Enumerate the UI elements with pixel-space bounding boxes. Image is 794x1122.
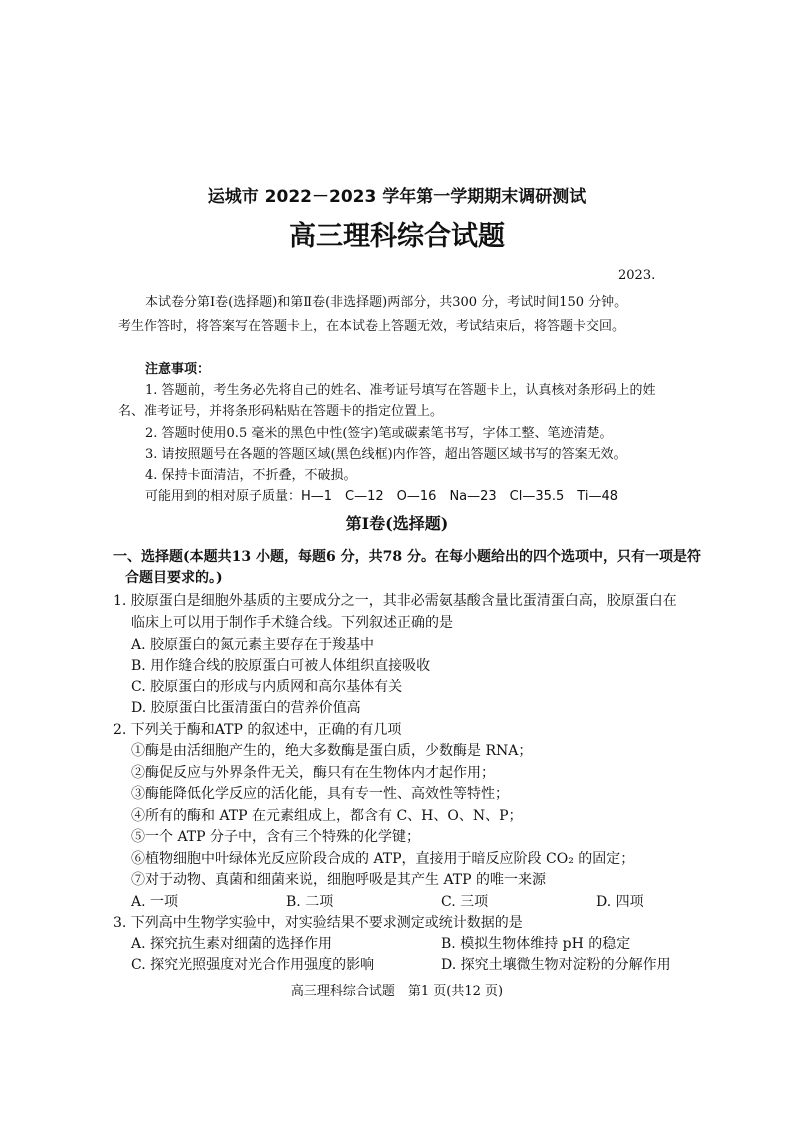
notes-line: 1. 答题前，考生务必先将自己的姓名、准考证号填写在答题卡上，认真核对条形码上的姓 — [145, 383, 656, 398]
q2-statement: ⑦对于动物、真菌和细菌来说，细胞呼吸是其产生 ATP 的唯一来源 — [131, 872, 547, 888]
q2-statement: ⑤一个 ATP 分子中，含有三个特殊的化学键； — [131, 829, 421, 845]
mc-heading: 一、选择题(本题共13 小题，每题6 分，共78 分。在每小题给出的四个选项中，只有一项是符 — [113, 549, 701, 565]
q3-option-a: A. 探究抗生素对细菌的选择作用 — [131, 936, 333, 952]
q2-statement: ②酶促反应与外界条件无关，酶只有在生物体内才起作用； — [131, 765, 495, 781]
q3-option-b: B. 模拟生物体维持 pH 的稳定 — [441, 936, 631, 952]
notes-line: 名、准考证号，并将条形码粘贴在答题卡的指定位置上。 — [118, 404, 444, 419]
q2-statement: ⑥植物细胞中叶绿体光反应阶段合成的 ATP，直接用于暗反应阶段 CO₂ 的固定； — [131, 851, 635, 867]
notes-heading: 注意事项： — [145, 362, 211, 377]
q2-option-a: A. 一项 — [131, 894, 179, 910]
section-title: 第Ⅰ卷(选择题) — [345, 514, 449, 533]
q1-option-a: A. 胶原蛋白的氮元素主要存在于羧基中 — [131, 637, 375, 653]
exam-header: 运城市 2022－2023 学年第一学期期末调研测试 — [207, 187, 587, 207]
q1-option-b: B. 用作缝合线的胶原蛋白可被人体组织直接吸收 — [131, 658, 431, 674]
q3-option-c: C. 探究光照强度对光合作用强度的影响 — [131, 957, 375, 973]
q2-statement: ④所有的酶和 ATP 在元素组成上，都含有 C、H、O、N、P； — [131, 808, 523, 824]
q3-stem: 3. 下列高中生物学实验中，对实验结果不要求测定或统计数据的是 — [113, 915, 523, 931]
q2-statement: ③酶能降低化学反应的活化能，具有专一性、高效性等特性； — [131, 786, 509, 802]
q3-option-d: D. 探究土壤微生物对淀粉的分解作用 — [441, 957, 671, 973]
page-footer: 高三理科综合试题 第1 页(共12 页) — [290, 984, 504, 999]
intro-line: 本试卷分第Ⅰ卷(选择题)和第Ⅱ卷(非选择题)两部分，共300 分，考试时间150 分钟。 — [145, 295, 628, 310]
q2-option-b: B. 二项 — [286, 894, 334, 910]
q3-options-row-1 — [131, 933, 630, 953]
q2-stem: 2. 下列关于酶和ATP 的叙述中，正确的有几项 — [113, 722, 402, 738]
notes-line: 4. 保持卡面清洁，不折叠，不破损。 — [145, 468, 357, 483]
mc-heading: 合题目要求的。) — [125, 570, 223, 586]
q1-option-c: C. 胶原蛋白的形成与内质网和高尔基体有关 — [131, 679, 403, 695]
q1-stem: 临床上可以用于制作手术缝合线。下列叙述正确的是 — [131, 615, 453, 631]
notes-line: 2. 答题时使用0.5 毫米的黑色中性(签字)笔或碳素笔书写，字体工整、笔迹清楚。 — [145, 426, 613, 441]
q1-stem: 1. 胶原蛋白是细胞外基质的主要成分之一，其非必需氨基酸含量比蛋清蛋白高，胶原蛋白在 — [113, 593, 677, 609]
q2-option-d: D. 四项 — [596, 894, 644, 910]
q2-options — [131, 891, 751, 911]
q3-options-row-2 — [131, 954, 671, 974]
exam-title: 高三理科综合试题 — [289, 221, 505, 252]
notes-line: 3. 请按照题号在各题的答题区域(黑色线框)内作答，超出答题区域书写的答案无效。 — [145, 447, 627, 462]
q2-statement: ①酶是由活细胞产生的，绝大多数酶是蛋白质，少数酶是 RNA； — [131, 743, 533, 759]
intro-line: 考生作答时，将答案写在答题卡上，在本试卷上答题无效，考试结束后，将答题卡交回。 — [118, 319, 626, 334]
atomic-mass-line: 可能用到的相对原子质量：H—1 C—12 O—16 Na—23 Cl—35.5 Ti—48 — [145, 489, 619, 504]
q1-option-d: D. 胶原蛋白比蛋清蛋白的营养价值高 — [131, 700, 361, 716]
q2-option-c: C. 三项 — [441, 894, 489, 910]
exam-year: 2023. — [618, 268, 656, 283]
